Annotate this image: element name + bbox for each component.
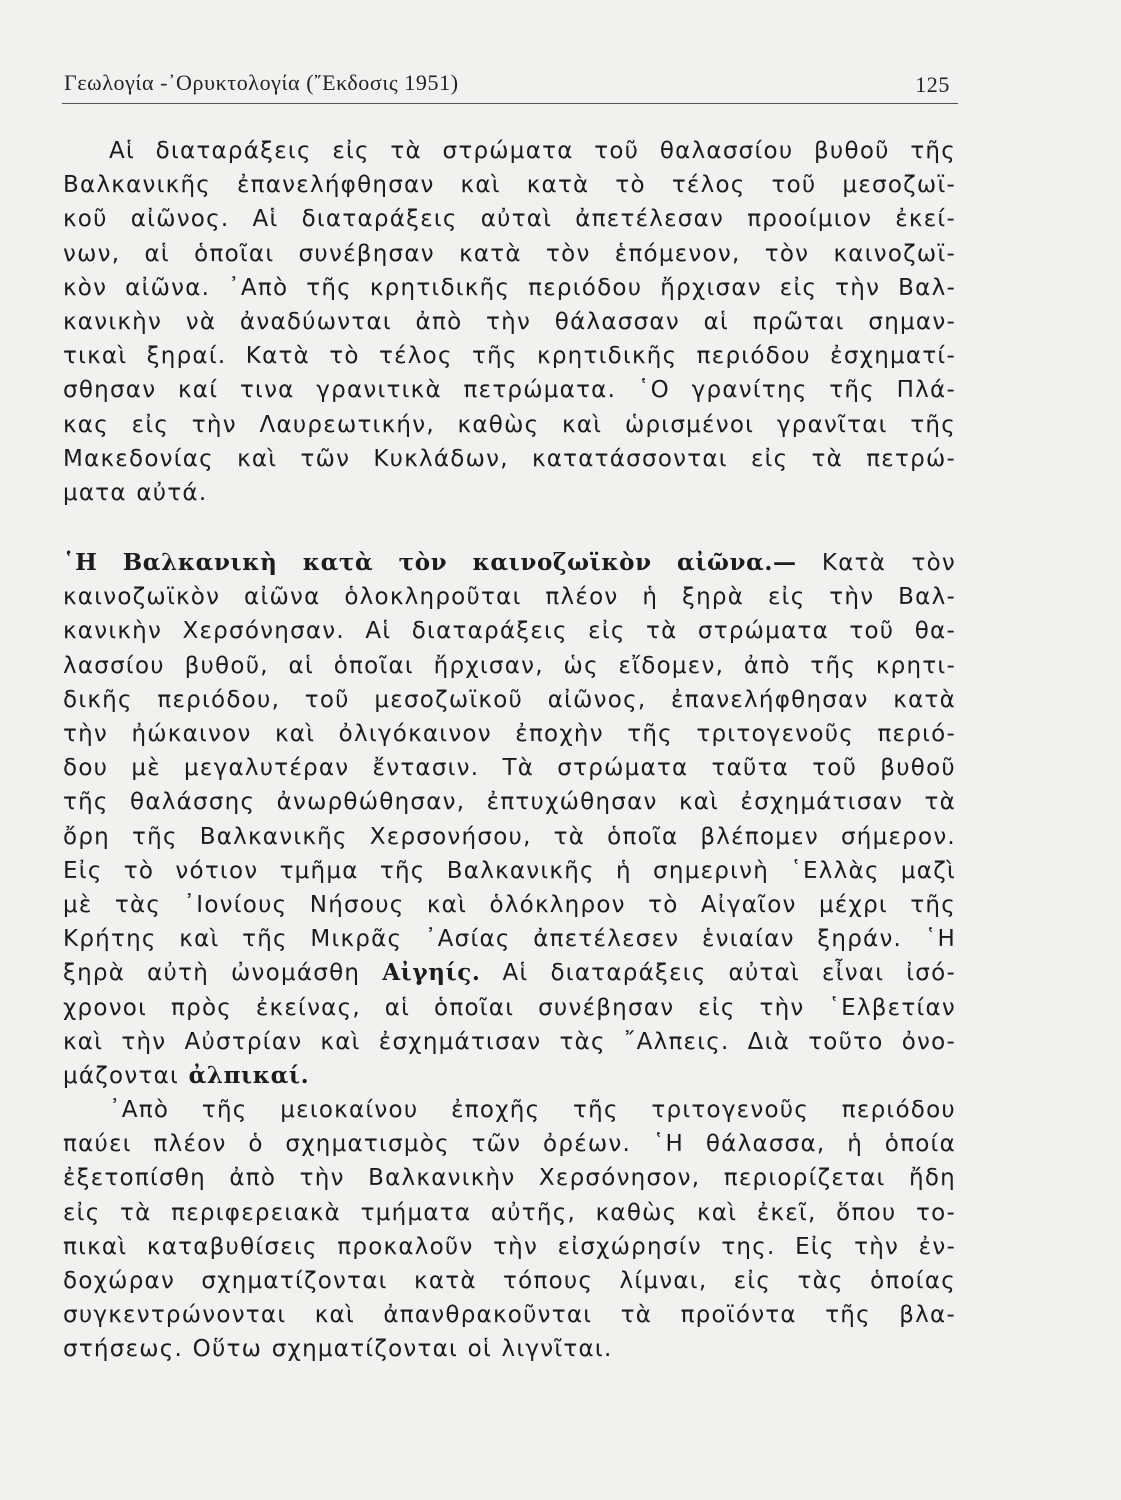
paragraph-2	[63, 546, 956, 1093]
text-line: τὴν ἠώκαινον καὶ ὀλιγόκαινον ἐποχὴν τῆς τριτογενοῦς περιό-	[63, 721, 956, 747]
text-line: συγκεντρώνονται καὶ ἀπανθρακοῦνται τὰ προϊόντα τῆς βλα-	[63, 1302, 956, 1329]
text-line: Εἰς τὸ νότιον τμῆμα τῆς Βαλκανικῆς ἡ σημερινὴ ῾Ελλὰς μαζὶ	[63, 857, 956, 884]
text-line: τικαὶ ξηραί. Κατὰ τὸ τέλος τῆς κρητιδικῆς περιόδου ἐσχηματί-	[63, 343, 956, 370]
aigis-after: Αἱ διαταράξεις αὐταὶ εἶναι ἰσό-	[502, 960, 957, 987]
running-head	[64, 70, 956, 100]
text-line: δοχώραν σχηματίζονται κατὰ τόπους λίμναι, εἰς τὰς ὁποίας	[63, 1268, 956, 1294]
text-line: στήσεως. Οὕτω σχηματίζονται οἱ λιγνῖται.	[63, 1336, 613, 1363]
text-line: χρονοι πρὸς ἐκείνας, αἱ ὁποῖαι συνέβησαν εἰς τὴν ῾Ελβετίαν	[63, 994, 956, 1021]
alpikai-before: μάζονται	[63, 1062, 180, 1089]
text-line: ἐξετοπίσθη ἀπὸ τὴν Βαλκανικὴν Χερσόνησον, περιορίζεται ἤδη	[63, 1165, 956, 1192]
text-line: μὲ τὰς ᾿Ιονίους Νήσους καὶ ὁλόκληρον τὸ Αἰγαῖον μέχρι τῆς	[63, 891, 956, 918]
text-line: ματα αὐτά.	[63, 479, 208, 506]
text-line: ᾿Απὸ τῆς μειοκαίνου ἐποχῆς τῆς τριτογενοῦς περιόδου	[109, 1097, 956, 1124]
body-text	[63, 134, 956, 1367]
running-title: Γεωλογία -᾿Ορυκτολογία (῎Εκδοσις 1951)	[64, 70, 459, 95]
text-line: καὶ τὴν Αὐστρίαν καὶ ἐσχημάτισαν τὰς ῎Αλπεις. Διὰ τοῦτο ὀνο-	[63, 1028, 956, 1055]
text-line: εἰς τὰ περιφερειακὰ τμήματα αὐτῆς, καθὼς καὶ ἐκεῖ, ὅπου το-	[63, 1199, 956, 1226]
text-line: τῆς θαλάσσης ἀνωρθώθησαν, ἐπτυχώθησαν καὶ ἐσχημάτισαν τὰ	[63, 789, 956, 816]
text-line: νων, αἱ ὁποῖαι συνέβησαν κατὰ τὸν ἑπόμενον, τὸν καινοζωϊ-	[63, 240, 956, 267]
text-line: κανικὴν νὰ ἀναδύωνται ἀπὸ τὴν θάλασσαν αἱ πρῶται σημαν-	[63, 308, 956, 335]
paragraph-3	[63, 1093, 956, 1367]
text-line: Αἱ διαταράξεις εἰς τὰ στρώματα τοῦ θαλασσίου βυθοῦ τῆς	[109, 138, 956, 164]
text-line: δου μὲ μεγαλυτέραν ἔντασιν. Τὰ στρώματα ταῦτα τοῦ βυθοῦ	[63, 755, 956, 782]
text-line: παύει πλέον ὁ σχηματισμὸς τῶν ὀρέων. ῾Η θάλασσα, ἡ ὁποία	[63, 1131, 956, 1158]
text-line: ὄρη τῆς Βαλκανικῆς Χερσονήσου, τὰ ὁποῖα βλέπομεν σήμερον.	[63, 823, 956, 850]
text-line	[63, 1059, 956, 1093]
text-line: δικῆς περιόδου, τοῦ μεσοζωϊκοῦ αἰῶνος, ἐπανελήφθησαν κατὰ	[63, 686, 956, 713]
text-line: σθησαν καί τινα γρανιτικὰ πετρώματα. ῾Ο γρανίτης τῆς Πλά-	[63, 377, 956, 404]
section-heading: ῾Η Βαλκανικὴ κατὰ τὸν καινοζωϊκὸν αἰῶνα.—	[63, 549, 797, 577]
text-line: Κρήτης καὶ τῆς Μικρᾶς ᾿Ασίας ἀπετέλεσεν ἑνιαίαν ξηράν. ῾Η	[63, 926, 956, 953]
page-number: 125	[915, 72, 950, 97]
heading-rest: Κατὰ τὸν	[821, 550, 956, 577]
header-rule	[62, 103, 958, 104]
text-line: κας εἰς τὴν Λαυρεωτικήν, καθὼς καὶ ὡρισμένοι γρανῖται τῆς	[63, 411, 956, 438]
text-line: λασσίου βυθοῦ, αἱ ὁποῖαι ἤρχισαν, ὡς εἴδομεν, ἀπὸ τῆς κρητι-	[63, 652, 956, 679]
aigis-before: ξηρὰ αὐτὴ ὠνομάσθη	[63, 960, 361, 987]
term-alpikai: ἀλπικαί.	[188, 1061, 310, 1089]
text-line: Μακεδονίας καὶ τῶν Κυκλάδων, κατατάσσονται εἰς τὰ πετρώ-	[63, 445, 956, 472]
text-line: πικαὶ καταβυθίσεις προκαλοῦν τὴν εἰσχώρησίν της. Εἰς τὴν ἐν-	[63, 1233, 956, 1260]
text-line: Βαλκανικῆς ἐπανελήφθησαν καὶ κατὰ τὸ τέλος τοῦ μεσοζωϊ-	[63, 172, 956, 199]
text-line: κὸν αἰῶνα. ᾿Απὸ τῆς κρητιδικῆς περιόδου ἤρχισαν εἰς τὴν Βαλ-	[63, 274, 956, 301]
text-line	[63, 956, 956, 990]
text-line: κοῦ αἰῶνος. Αἱ διαταράξεις αὐταὶ ἀπετέλεσαν προοίμιον ἐκεί-	[63, 206, 956, 233]
text-line: κανικὴν Χερσόνησαν. Αἱ διαταράξεις εἰς τὰ στρώματα τοῦ θα-	[63, 618, 956, 645]
text-line: καινοζωϊκὸν αἰῶνα ὁλοκληροῦται πλέον ἡ ξηρὰ εἰς τὴν Βαλ-	[63, 584, 956, 611]
paragraph-1	[63, 134, 956, 510]
text-line	[63, 546, 956, 580]
term-aigis: Αἰγηίς.	[382, 959, 481, 987]
